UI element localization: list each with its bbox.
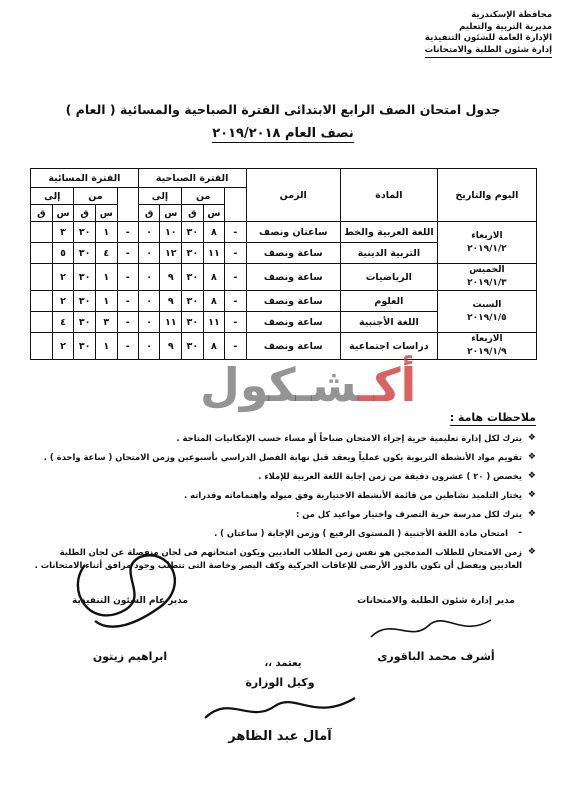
list-item <box>31 451 536 464</box>
header-evening-to: إلى <box>31 188 74 205</box>
day-name: الاربعاء <box>471 230 503 241</box>
header-blank <box>225 188 246 222</box>
morning-from-minute: ٣٠ <box>182 291 204 312</box>
morning-from-hour: ٨ <box>203 291 225 312</box>
evening-to-hour: ٤ <box>52 312 74 333</box>
evening-from-hour: ١ <box>95 264 117 291</box>
header-hour: س <box>52 205 74 222</box>
morning-dash: - <box>225 291 246 312</box>
morning-from-minute: ٣٠ <box>182 222 204 243</box>
day-date-cell <box>437 264 536 291</box>
header-morning-to: إلى <box>138 188 181 205</box>
diamond-bullet-icon: ❖ <box>527 471 536 481</box>
note-text: امتحان مادة اللغة الأجنبية ( المستوى الرفيع ) وزمن الإجابة ( ساعتان ) . <box>214 528 508 538</box>
day-date-cell <box>437 333 536 360</box>
evening-from-hour: ١ <box>95 333 117 360</box>
evening-dash: - <box>117 291 138 312</box>
evening-from-minute: ٣٠ <box>74 222 96 243</box>
header-line-governorate: محافظة الإسكندرية <box>471 10 552 20</box>
morning-dash: - <box>225 333 246 360</box>
subject-cell: دراسات اجتماعية <box>340 333 437 360</box>
table-row <box>31 291 537 312</box>
evening-to-minute <box>31 312 53 333</box>
exam-date: ٢٠١٩/١/٥ <box>467 312 507 323</box>
evening-dash: - <box>117 312 138 333</box>
note-text: يترك لكل إدارة تعليمية حرية إجراء الامتحان صباحاً أو مساء حسب الإمكانيات المتاحة . <box>176 433 522 443</box>
header-morning-period: الفترة الصباحية <box>138 169 246 188</box>
evening-dash: - <box>117 222 138 243</box>
morning-to-minute: ٠ <box>138 312 160 333</box>
morning-to-hour: ١٠ <box>160 222 182 243</box>
list-sub-item <box>31 527 536 540</box>
evening-from-minute: ٣٠ <box>74 291 96 312</box>
evening-to-minute <box>31 333 53 360</box>
evening-from-minute: ٣٠ <box>74 312 96 333</box>
evening-from-minute: ٣٠ <box>74 243 96 264</box>
evening-to-minute <box>31 222 53 243</box>
signature-name: أشرف محمد الباقورى <box>377 650 495 663</box>
morning-from-hour: ١١ <box>203 312 225 333</box>
subject-cell: الرياضيات <box>340 264 437 291</box>
morning-dash: - <box>225 222 246 243</box>
evening-from-minute: ٣٠ <box>74 264 96 291</box>
exam-date: ٢٠١٩/١/٢ <box>467 243 507 254</box>
morning-from-minute: ٣٠ <box>182 333 204 360</box>
signature-role: مدير إدارة شئون الطلبة والامتحانات <box>357 596 515 606</box>
diamond-bullet-icon: ❖ <box>527 452 536 462</box>
diamond-bullet-icon: ❖ <box>527 433 536 443</box>
exam-date: ٢٠١٩/١/٩ <box>467 347 507 357</box>
evening-dash: - <box>117 243 138 264</box>
evening-from-hour: ١ <box>95 291 117 312</box>
approval-label: يعتمد ،، <box>264 658 302 669</box>
day-name: الاربعاء <box>471 334 503 344</box>
morning-from-hour: ٨ <box>203 333 225 360</box>
morning-from-minute: ٣٠ <box>182 312 204 333</box>
evening-from-minute: ٣٠ <box>74 333 96 360</box>
morning-to-minute: ٠ <box>138 291 160 312</box>
document-subtitle <box>0 126 566 141</box>
table-row <box>31 333 537 360</box>
signature-role: مدير عام الشئون التنفيذية <box>72 596 188 606</box>
handwritten-signature-center-icon <box>200 688 360 726</box>
day-date-cell <box>437 291 536 333</box>
header-day-date: اليوم والتاريخ <box>437 169 536 222</box>
morning-to-minute: ٠ <box>138 222 160 243</box>
document-title: جدول امتحان الصف الرابع الابتدائى الفترة الصباحية والمسائية ( العام ) <box>65 102 501 117</box>
header-line-directorate: مديرية التربية والتعليم <box>459 21 552 32</box>
evening-to-hour: ٣ <box>52 222 74 243</box>
evening-to-minute <box>31 291 53 312</box>
note-text: يخصص ( ٢٠ ) عشرون دقيقة من زمن إجابة اللغة العربية للإملاء . <box>258 471 522 481</box>
signature-role: وكيل الوزارة <box>245 676 315 689</box>
dash-bullet-icon: - <box>518 528 522 538</box>
exam-date: ٢٠١٩/١/٣ <box>467 278 507 288</box>
morning-from-hour: ٨ <box>203 222 225 243</box>
diamond-bullet-icon: ❖ <box>527 547 536 557</box>
notes-heading: ملاحظات هامة : <box>449 411 536 424</box>
list-item <box>31 508 536 521</box>
ministry-header <box>372 10 552 58</box>
morning-dash: - <box>225 243 246 264</box>
morning-to-hour: ١١ <box>160 312 182 333</box>
duration-cell: ساعة ونصف <box>246 264 340 291</box>
duration-cell: ساعتان ونصف <box>246 222 340 243</box>
note-text: يترك لكل مدرسة حرية التصرف واختيار مواعيد كل من : <box>295 509 522 519</box>
signature-name: آمال عبد الظاهر <box>228 729 332 744</box>
note-text: يختار التلميذ نشاطين من قائمة الأنشطة الاختيارية وفق ميوله واهتماماته وقدراته . <box>184 490 522 500</box>
evening-dash: - <box>117 333 138 360</box>
handwritten-signature-right-icon <box>366 612 496 648</box>
morning-to-hour: ٩ <box>160 264 182 291</box>
day-name: السبت <box>472 299 502 310</box>
watermark-logo <box>200 358 416 412</box>
header-blank <box>117 188 138 222</box>
header-minute: ق <box>74 205 96 222</box>
morning-dash: - <box>225 264 246 291</box>
exam-schedule-table <box>30 168 537 360</box>
subject-cell: العلوم <box>340 291 437 312</box>
table-row <box>31 264 537 291</box>
header-hour: س <box>203 205 225 222</box>
list-item <box>31 470 536 483</box>
header-duration: الزمن <box>246 169 340 222</box>
evening-to-hour: ٢ <box>52 291 74 312</box>
evening-to-hour: ٥ <box>52 243 74 264</box>
watermark-part-main: شـكول <box>200 358 359 412</box>
morning-to-hour: ١٢ <box>160 243 182 264</box>
duration-cell: ساعة ونصف <box>246 243 340 264</box>
subject-cell: اللغة الأجنبية <box>340 312 437 333</box>
evening-from-hour: ١ <box>95 222 117 243</box>
header-minute: ق <box>138 205 160 222</box>
evening-to-minute <box>31 243 53 264</box>
duration-cell: ساعة ونصف <box>246 333 340 360</box>
term-label: نصف العام ٢٠١٩/٢٠١٨ <box>212 126 354 141</box>
header-subject: المادة <box>340 169 437 222</box>
morning-from-minute: ٣٠ <box>182 264 204 291</box>
table-row <box>31 222 537 243</box>
header-minute: ق <box>182 205 204 222</box>
diamond-bullet-icon: ❖ <box>527 490 536 500</box>
list-item <box>31 432 536 445</box>
morning-to-minute: ٠ <box>138 333 160 360</box>
header-hour: س <box>95 205 117 222</box>
note-text: زمن الامتحان للطلاب المدمجين هو نفس زمن الطلاب العاديين ويكون امتحانهم فى لجان منفصلة عن لجان الطلبة العاديين ويفضل أن تكون بالدور الأرضى للإعاقات الحركية وكف البصر وخاصة التى تتطلب وجود مرافق أثناء الامتحانات . <box>34 547 522 570</box>
morning-to-minute: ٠ <box>138 264 160 291</box>
header-minute: ق <box>31 205 53 222</box>
morning-from-minute: ٣٠ <box>182 243 204 264</box>
morning-to-hour: ٩ <box>160 333 182 360</box>
subject-cell: التربية الدينية <box>340 243 437 264</box>
morning-from-hour: ١١ <box>203 243 225 264</box>
evening-from-hour: ٣ <box>95 312 117 333</box>
evening-to-minute <box>31 264 53 291</box>
list-item <box>31 489 536 502</box>
note-text: تقويم مواد الأنشطة التربوية يكون عملياً ويعقد قبل نهاية الفصل الدراسي بأسبوعين وزمن الامتحان ( ساعة واحدة ) . <box>43 452 522 462</box>
morning-to-minute: ٠ <box>138 243 160 264</box>
subject-cell: اللغة العربية والخط <box>340 222 437 243</box>
duration-cell: ساعة ونصف <box>246 312 340 333</box>
evening-to-hour: ٢ <box>52 264 74 291</box>
header-hour: س <box>160 205 182 222</box>
header-line-administration: الإدارة العامة للشئون التنفيذية <box>424 33 552 43</box>
handwritten-signature-left-icon <box>55 545 195 640</box>
header-morning-from: من <box>182 188 225 205</box>
evening-from-hour: ٤ <box>95 243 117 264</box>
diamond-bullet-icon: ❖ <box>527 509 536 519</box>
evening-to-hour: ٢ <box>52 333 74 360</box>
header-evening-from: من <box>74 188 117 205</box>
watermark-part-accent: أكـ <box>358 358 417 412</box>
morning-dash: - <box>225 312 246 333</box>
morning-from-hour: ٨ <box>203 264 225 291</box>
evening-dash: - <box>117 264 138 291</box>
header-line-department: إدارة شئون الطلبة والامتحانات <box>425 45 552 59</box>
day-date-cell <box>437 222 536 264</box>
morning-to-hour: ٩ <box>160 291 182 312</box>
duration-cell: ساعة ونصف <box>246 291 340 312</box>
signature-name: ابراهيم زيتون <box>92 650 168 663</box>
day-name: الخميس <box>469 265 505 275</box>
header-evening-period: الفترة المسائية <box>31 169 139 188</box>
